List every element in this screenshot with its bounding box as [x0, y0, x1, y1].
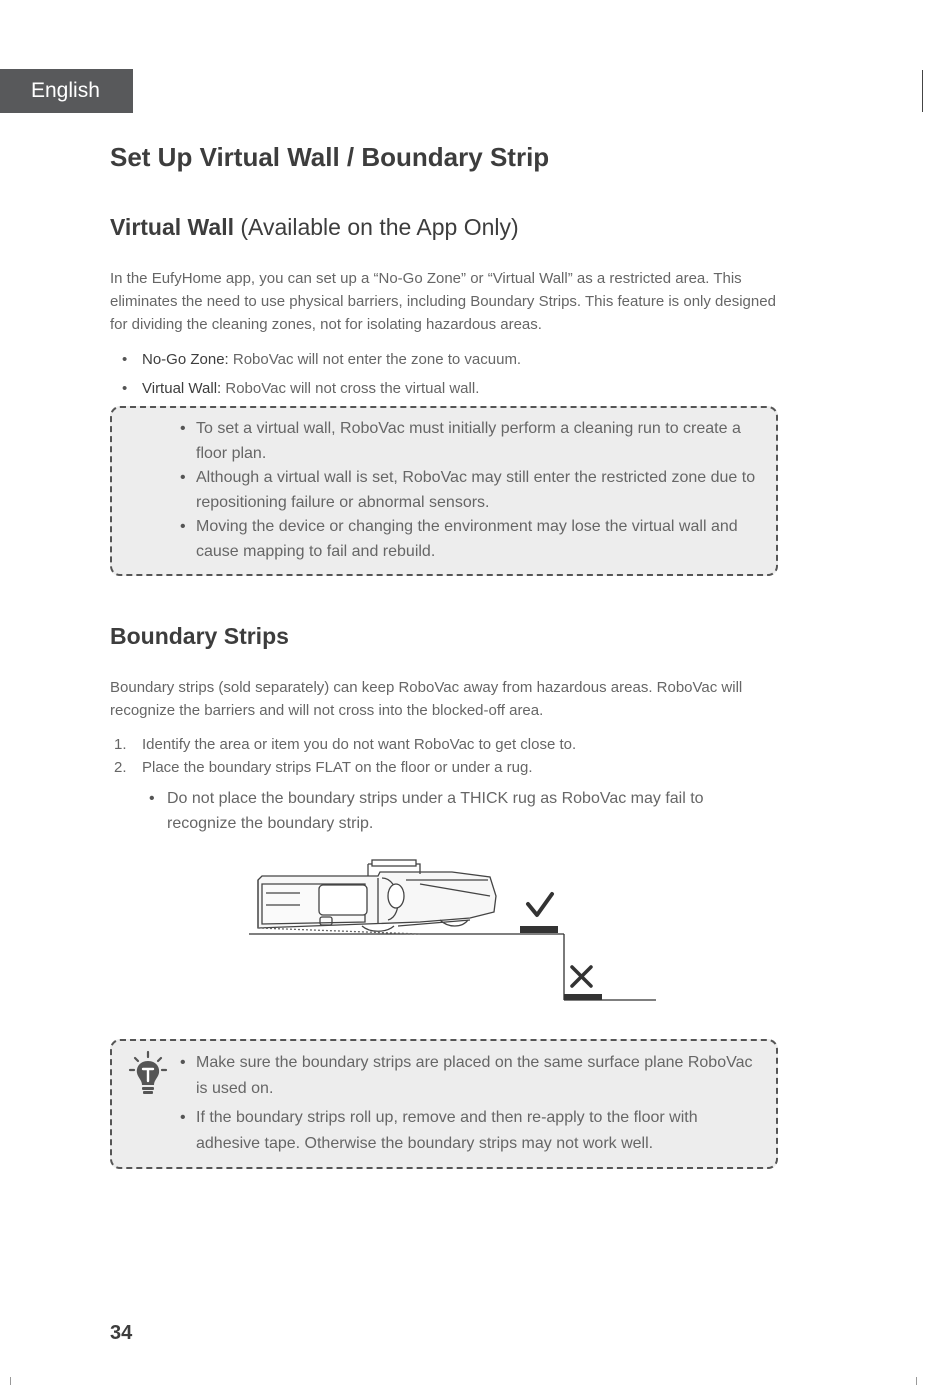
- checkmark-icon: [528, 894, 552, 915]
- page-number: 34: [110, 1322, 133, 1344]
- definition-item: • Virtual Wall: RoboVac will not cross the virtual wall.: [122, 380, 480, 397]
- step-number: 1.: [114, 736, 127, 753]
- lightbulb-tip-icon: [128, 1050, 168, 1098]
- sub-note-item: • Do not place the boundary strips under a THICK rug as RoboVac may fail to recognize the boundary strip.: [148, 786, 768, 836]
- language-tab: English: [0, 69, 133, 113]
- tip-item: • If the boundary strips roll up, remove and then re-apply to the floor with adhesive tape. Otherwise the boundary strips may not work well.: [178, 1105, 762, 1156]
- note-item: • To set a virtual wall, RoboVac must initially perform a cleaning run to create a floor plan.: [178, 417, 762, 466]
- step-text: Identify the area or item you do not want RoboVac to get close to.: [142, 736, 577, 753]
- note-item: • Moving the device or changing the environment may lose the virtual wall and cause mapping to fail and rebuild.: [178, 515, 762, 564]
- boundary-strip-flat: [520, 926, 558, 933]
- step-number: 2.: [114, 758, 127, 776]
- definition-text: RoboVac will not enter the zone to vacuum.: [228, 351, 522, 368]
- definition-text: RoboVac will not cross the virtual wall.: [221, 380, 480, 397]
- step-text: Place the boundary strips FLAT on the floor or under a rug.: [142, 758, 533, 776]
- definition-term: Virtual Wall:: [142, 380, 222, 397]
- tips-box: [110, 1039, 778, 1169]
- tips-list: [178, 1050, 762, 1156]
- note-item: • Although a virtual wall is set, RoboVac may still enter the restricted zone due to repositioning failure or abnormal sensors.: [178, 466, 762, 515]
- boundary-strips-heading: Boundary Strips: [110, 623, 289, 649]
- cross-icon: [572, 967, 591, 986]
- robovac-drawing: [249, 860, 656, 1000]
- tip-item: • Make sure the boundary strips are placed on the same surface plane RoboVac is used on.: [178, 1050, 762, 1101]
- virtual-wall-heading-bold: Virtual Wall: [110, 214, 234, 240]
- boundary-strip-lower-level: [564, 994, 602, 1000]
- definition-term: No-Go Zone:: [142, 351, 229, 368]
- boundary-strips-intro: Boundary strips (sold separately) can keep RoboVac away from hazardous areas. RoboVac will recognize the barriers and will not cross into the blocked-off area.: [110, 679, 743, 719]
- virtual-wall-heading-rest: (Available on the App Only): [233, 214, 519, 240]
- virtual-wall-intro: In the EufyHome app, you can set up a “No-Go Zone” or “Virtual Wall” as a restricted area. This eliminates the need to use physical barriers, including Boundary Strips. This feature is only designed for dividing the cleaning zones, not for isolating hazardous areas.: [110, 270, 776, 333]
- page-title: Set Up Virtual Wall / Boundary Strip: [110, 142, 550, 172]
- definition-item: • No-Go Zone: RoboVac will not enter the zone to vacuum.: [122, 351, 522, 368]
